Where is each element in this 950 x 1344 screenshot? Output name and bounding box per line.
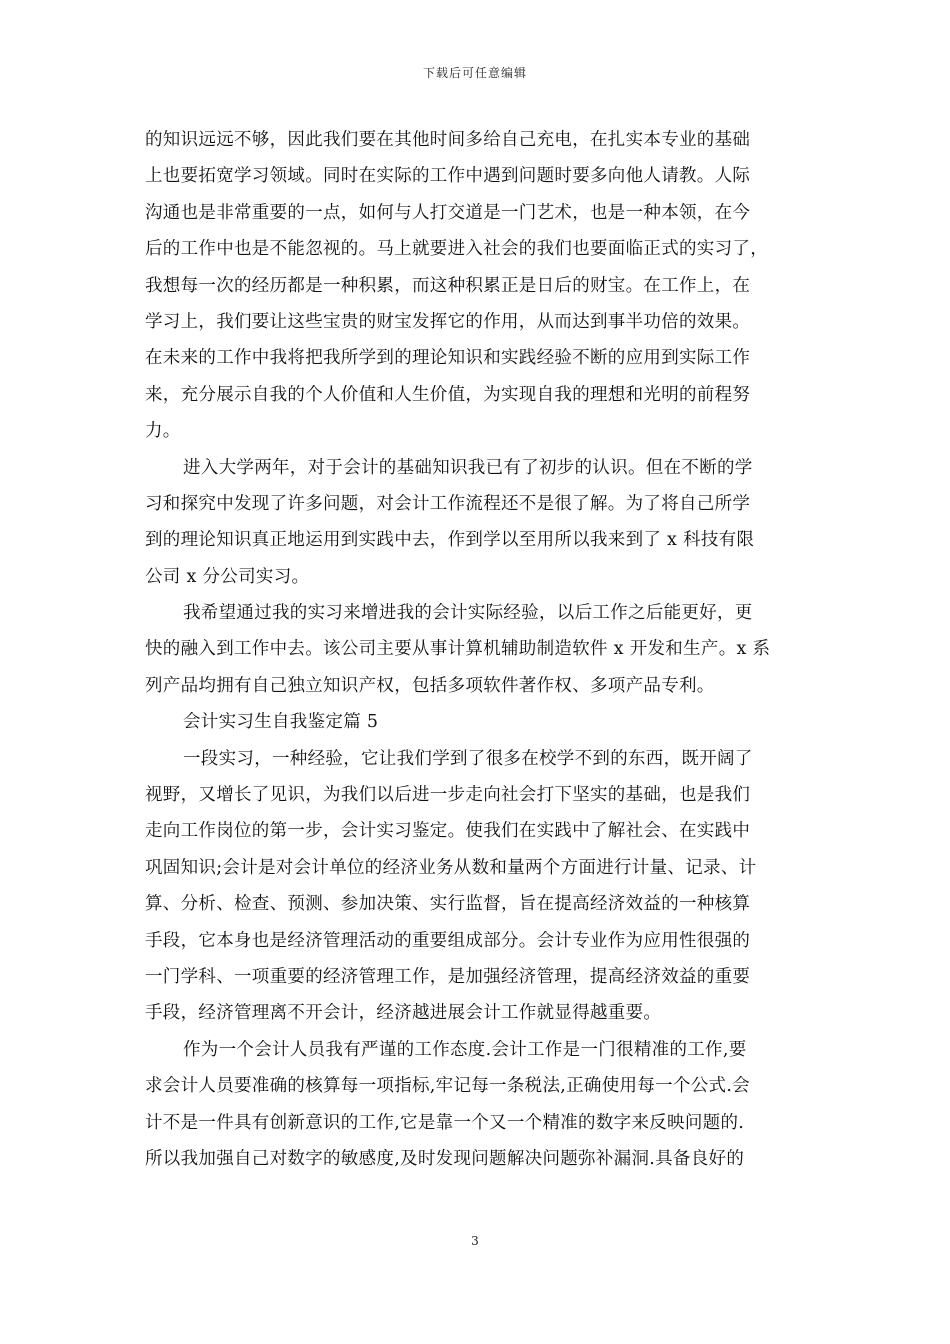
text-line: 算、分析、检查、预测、参加决策、实行监督，旨在提高经济效益的一种核算: [145, 894, 751, 915]
text-line: 手段，经济管理离不开会计，经济越进展会计工作就显得越重要。: [145, 1003, 662, 1024]
paragraph-start-line: 一段实习，一种经验，它让我们学到了很多在校学不到的东西，既开阔了: [183, 748, 753, 769]
text-line: 在未来的工作中我将把我所学到的理论知识和实践经验不断的应用到实际工作: [145, 348, 751, 369]
paragraph-start-line: 进入大学两年，对于会计的基础知识我已有了初步的认识。但在不断的学: [183, 457, 753, 478]
text-line: 快的融入到工作中去。该公司主要从事计算机辅助制造软件 x 开发和生产。x 系: [145, 639, 771, 660]
section-heading: 会计实习生自我鉴定篇 5: [183, 712, 379, 733]
text-line: 所以我加强自己对数字的敏感度,及时发现问题解决问题弥补漏洞.具备良好的: [145, 1148, 745, 1169]
document-body: [145, 122, 810, 1177]
text-line: 到的理论知识真正地运用到实践中去，作到学以至用所以我来到了 x 科技有限: [145, 530, 755, 551]
text-line: 上也要拓宽学习领域。同时在实际的工作中遇到问题时要多向他人请教。人际: [145, 166, 751, 187]
text-line: 我想每一次的经历都是一种积累，而这种积累正是日后的财宝。在工作上，在: [145, 275, 751, 296]
text-line: 学习上，我们要让这些宝贵的财宝发挥它的作用，从而达到事半功倍的效果。: [145, 311, 751, 332]
paragraph-start-line: 作为一个会计人员我有严谨的工作态度.会计工作是一门很精准的工作,要: [183, 1039, 747, 1060]
text-line: 求会计人员要准确的核算每一项指标,牢记每一条税法,正确使用每一个公式.会: [145, 1076, 750, 1097]
text-line: 列产品均拥有自己独立知识产权，包括多项软件著作权、多项产品专利。: [145, 675, 715, 696]
page-number: 3: [471, 1234, 479, 1248]
text-line: 一门学科、一项重要的经济管理工作，是加强经济管理，提高经济效益的重要: [145, 966, 751, 987]
paragraph-start-line: 我希望通过我的实习来增进我的会计实际经验，以后工作之后能更好，更: [183, 603, 753, 624]
text-line: 力。: [145, 421, 181, 442]
text-line: 视野，又增长了见识，为我们以后进一步走向社会打下坚实的基础，也是我们: [145, 785, 751, 806]
text-line: 后的工作中也是不能忽视的。马上就要进入社会的我们也要面临正式的实习了，: [145, 239, 768, 260]
text-line: 巩固知识;会计是对会计单位的经济业务从数和量两个方面进行计量、记录、计: [145, 857, 757, 878]
page-header: 下载后可任意编辑: [422, 66, 527, 80]
text-line: 走向工作岗位的第一步，会计实习鉴定。使我们在实践中了解社会、在实践中: [145, 821, 751, 842]
text-line: 来，充分展示自我的个人价值和人生价值，为实现自我的理想和光明的前程努: [145, 384, 751, 405]
text-line: 计不是一件具有创新意识的工作,它是靠一个又一个精准的数字来反映问题的.: [145, 1112, 745, 1133]
text-line: 沟通也是非常重要的一点，如何与人打交道是一门艺术，也是一种本领，在今: [145, 202, 751, 223]
text-line: 公司 x 分公司实习。: [145, 566, 310, 587]
text-line: 的知识远远不够，因此我们要在其他时间多给自己充电，在扎实本专业的基础: [145, 130, 751, 150]
text-line: 手段，它本身也是经济管理活动的重要组成部分。会计专业作为应用性很强的: [145, 930, 751, 951]
text-line: 习和探究中发现了许多问题，对会计工作流程还不是很了解。为了将自己所学: [145, 493, 751, 514]
